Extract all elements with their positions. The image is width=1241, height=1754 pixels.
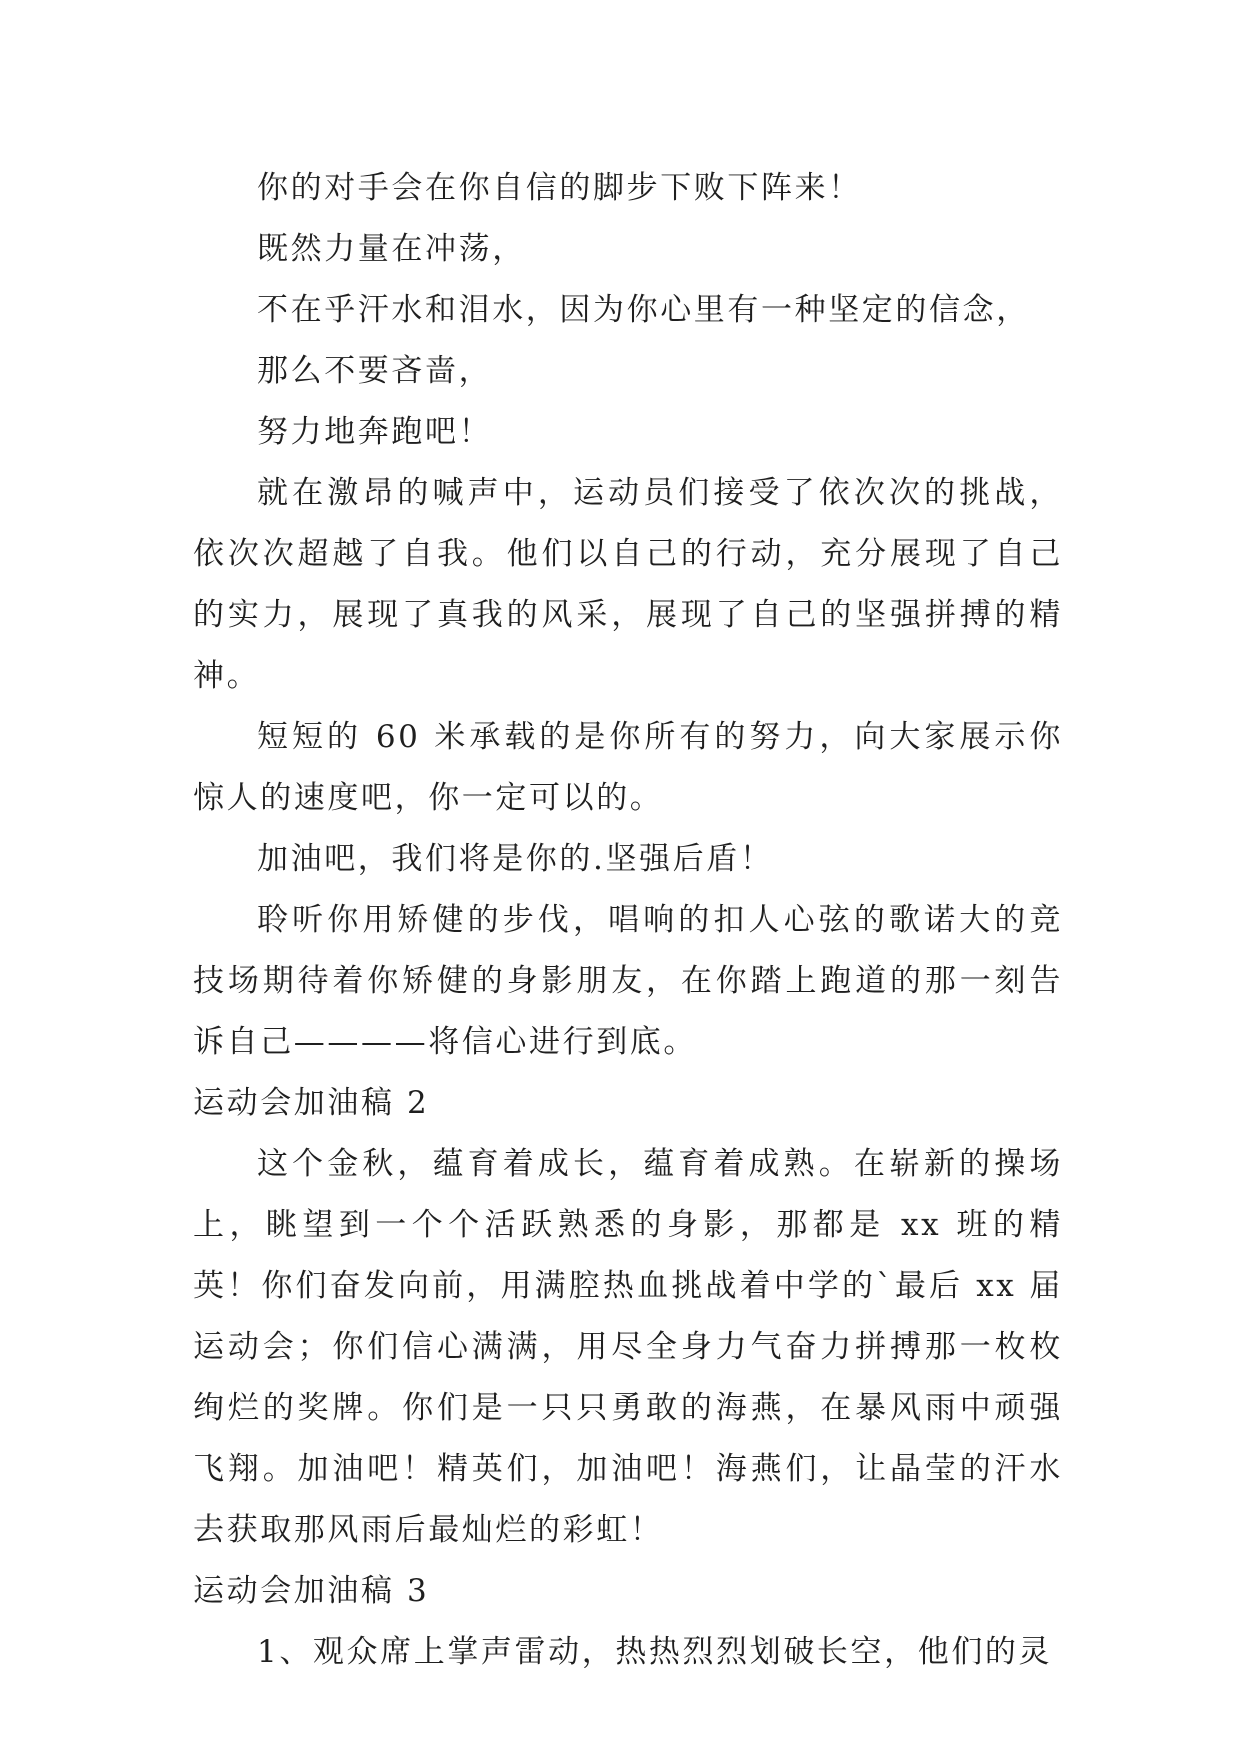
paragraph-7: 短短的 60 米承载的是你所有的努力，向大家展示你惊人的速度吧，你一定可以的。 [193,719,1063,816]
paragraph-8: 加油吧，我们将是你的.坚强后盾！ [257,841,774,877]
paragraph-6: 就在激昂的喊声中，运动员们接受了依次次的挑战，依次次超越了自我。他们以自己的行动，充分展现了自己的实力，展现了真我的风采，展现了自己的坚强拼搏的精神。 [193,475,1063,694]
section-3-paragraph: 1、观众席上掌声雷动，热热烈烈划破长空，他们的灵 [257,1634,1053,1670]
section-2-title: 运动会加油稿 2 [193,1085,430,1121]
paragraph-3: 不在乎汗水和泪水，因为你心里有一种坚定的信念， [257,292,1030,328]
paragraph-2: 既然力量在冲荡， [257,231,526,267]
document-body [193,158,1063,1683]
paragraph-4: 那么不要吝啬， [257,353,493,389]
paragraph-5: 努力地奔跑吧！ [257,414,493,450]
section-2-paragraph: 这个金秋，蕴育着成长，蕴育着成熟。在崭新的操场上，眺望到一个个活跃熟悉的身影，那都是 xx 班的精英！你们奋发向前，用满腔热血挑战着中学的`最后 xx 届运动会；你们信心满满，用尽全身力气奋力拼搏那一枚枚绚烂的奖牌。你们是一只只勇敢的海燕，在暴风雨中顽强飞翔。加油吧！精英们，加油吧！海燕们，让晶莹的汗水去获取那风雨后最灿烂的彩虹！ [193,1146,1063,1548]
section-3-title: 运动会加油稿 3 [193,1573,430,1609]
paragraph-9: 聆听你用矫健的步伐，唱响的扣人心弦的歌诺大的竞技场期待着你矫健的身影朋友，在你踏上跑道的那一刻告诉自己————将信心进行到底。 [193,902,1063,1060]
paragraph-1: 你的对手会在你自信的脚步下败下阵来！ [257,170,862,206]
